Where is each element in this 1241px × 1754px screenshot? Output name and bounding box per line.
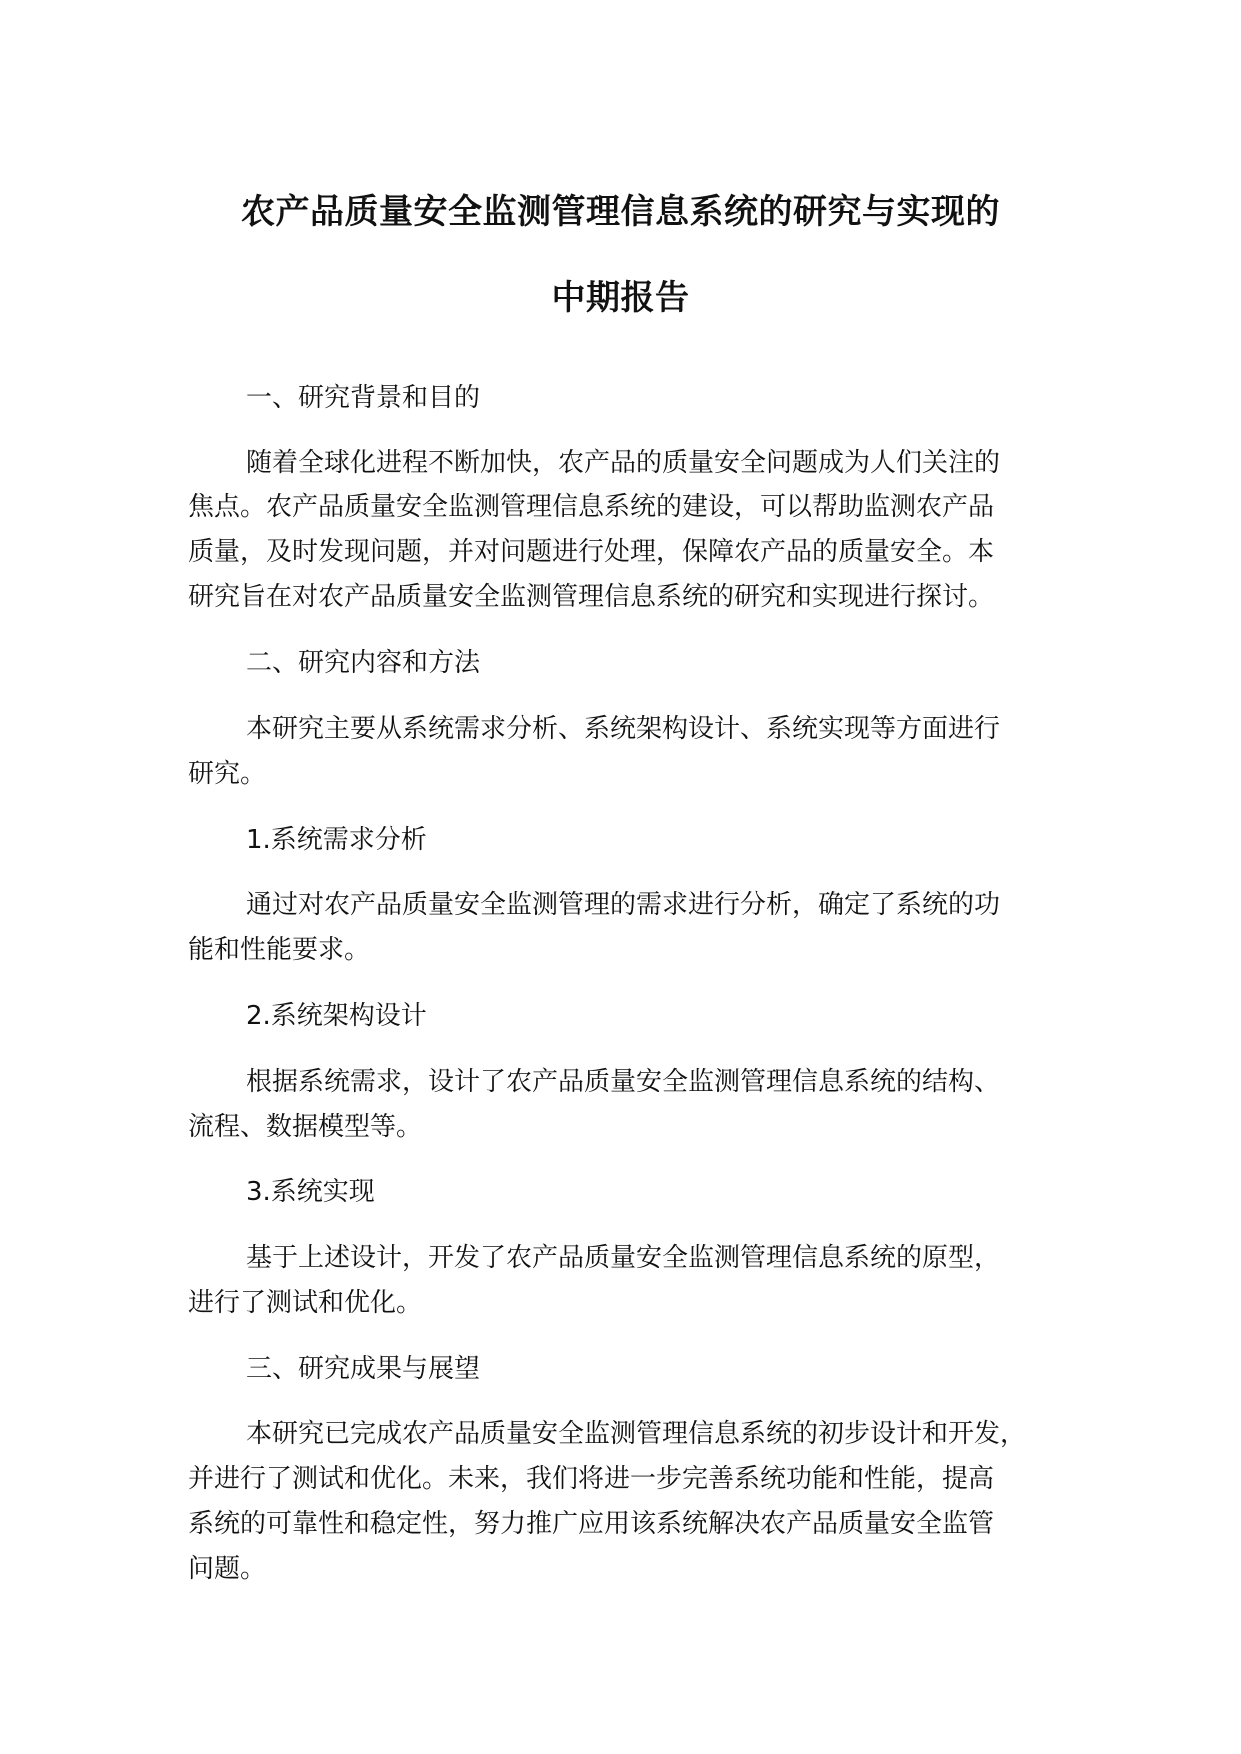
section-3-paragraph-line: 并进行了测试和优化。未来，我们将进一步完善系统功能和性能，提高: [188, 1464, 995, 1494]
section-1-paragraph-line: 质量，及时发现问题，并对问题进行处理，保障农产品的质量安全。本: [188, 537, 995, 567]
subsection-2-line: 根据系统需求，设计了农产品质量安全监测管理信息系统的结构、: [246, 1067, 1001, 1097]
section-1-paragraph-line: 研究旨在对农产品质量安全监测管理信息系统的研究和实现进行探讨。: [188, 582, 995, 612]
subsection-2-line: 流程、数据模型等。: [188, 1112, 423, 1142]
subsection-3-line: 进行了测试和优化。: [188, 1288, 423, 1318]
document-title-line-1: 农产品质量安全监测管理信息系统的研究与实现的: [241, 192, 1000, 232]
section-2-intro-line: 本研究主要从系统需求分析、系统架构设计、系统实现等方面进行: [246, 714, 1001, 744]
section-3-paragraph-line: 本研究已完成农产品质量安全监测管理信息系统的初步设计和开发，: [246, 1419, 1027, 1449]
subsection-3-heading: 3.系统实现: [246, 1177, 375, 1207]
document-title-line-2: 中期报告: [551, 278, 690, 318]
section-1-paragraph-line: 随着全球化进程不断加快，农产品的质量安全问题成为人们关注的: [246, 448, 1001, 478]
section-1-heading: 一、研究背景和目的: [246, 383, 481, 413]
section-2-heading: 二、研究内容和方法: [246, 648, 481, 678]
section-1-paragraph-line: 焦点。农产品质量安全监测管理信息系统的建设，可以帮助监测农产品: [188, 492, 995, 522]
subsection-3-line: 基于上述设计，开发了农产品质量安全监测管理信息系统的原型，: [246, 1243, 1001, 1273]
subsection-1-line: 能和性能要求。: [188, 935, 371, 965]
section-3-paragraph-line: 问题。: [188, 1554, 267, 1584]
section-3-heading: 三、研究成果与展望: [246, 1354, 481, 1384]
subsection-1-heading: 1.系统需求分析: [246, 825, 427, 855]
subsection-1-line: 通过对农产品质量安全监测管理的需求进行分析，确定了系统的功: [246, 890, 1001, 920]
section-3-paragraph-line: 系统的可靠性和稳定性，努力推广应用该系统解决农产品质量安全监管: [188, 1509, 995, 1539]
subsection-2-heading: 2.系统架构设计: [246, 1001, 427, 1031]
section-2-intro-line: 研究。: [188, 759, 267, 789]
